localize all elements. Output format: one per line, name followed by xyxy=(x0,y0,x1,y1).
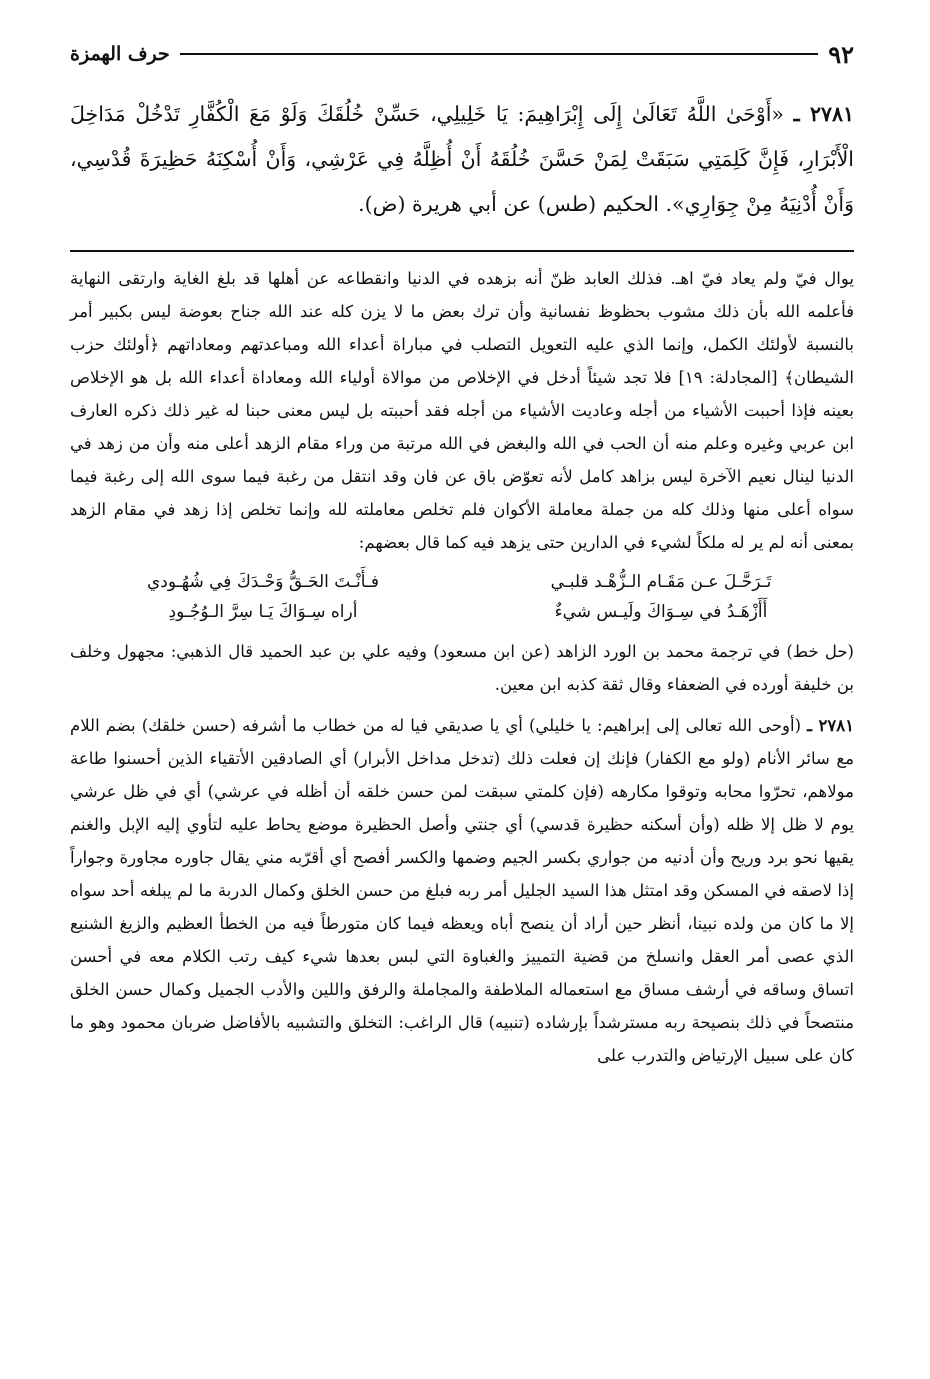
commentary-paragraph-3-text: (أوحى الله تعالى إلى إبراهيم: يا خليلي) أي يا صديقي فيا له من خطاب ما أشرفه (حسن خلقك) بضم اللام مع سائر الأنام (ولو مع الكفار) فإنك إن فعلت ذلك (تدخل مداخل الأبرار) أي الصادقين الأتقياء الذين أحسنوا طاعة مولاهم، تحرّوا محابه وتوقوا مكارهه (فإن كلمتي سبقت لمن حسن خلقه أن أظله في عرشي) أي في ظل عرشي يوم لا ظل إلا ظله (وأن أسكنه حظيرة قدسي) أي جنتي وأصل الحظيرة موضع يحاط عليه لتأوي إليه الإبل والغنم يقيها نحو برد وريح وأن أدنيه من جواري بكسر الجيم وضمها والكسر أفصح أي أقرّبه مني يقال جاوره مجاورة وجواراً إذا لاصقه في المسكن وقد امتثل هذا السيد الجليل أمر ربه فبلغ من حسن الخلق وكمال الدربة ما لم يبلغه أحد سواه إلا ما كان من ولده نبينا، أنظر حين أراد أن ينصح أباه ويعظه فيما كان متورطاً فيه من الخطأ العظيم والزيغ الشنيع الذي عصى أمر العقل وانسلخ من قضية التمييز والغباوة التي لبس بعدها شيء كيف رتب الكلام معه في أحسن اتساق وساقه في أرشف مساق مع استعماله الملاطفة والمجاملة والرفق واللين والأدب الجميل وكمال حسن الخلق منتصحاً في ذلك بنصيحة ربه مسترشداً بإرشاده (تنبيه) قال الراغب: التخلق والتشبيه بالأفاضل ضربان محمود وهو ما كان على سبيل الإرتياض والتدرب على xyxy=(70,716,854,1065)
poem-line2-left: أراه سِـوَاكَ يَـا سِرَّ الـوُجُـودِ xyxy=(168,602,358,622)
commentary-block xyxy=(70,262,854,1072)
poem-line1-left: فـأَنْـتَ الحَـقُّ وَحْـدَكَ فِي شُهُـودي xyxy=(147,572,379,592)
poem-verses xyxy=(84,567,840,627)
poem-line2-right: أَأَزْهَـدُ في سِـوَاكَ ولَيـس شيءٌ xyxy=(554,602,768,622)
section-divider xyxy=(70,250,854,252)
hadith-source: الحكيم (طس) عن أبي هريرة (ض). xyxy=(358,192,659,216)
commentary-paragraph-1: يوال فيّ ولم يعاد فيّ اهـ. فذلك العابد ظنّ أنه بزهده في الدنيا وانقطاعه عن أهلها قد بلغ الغاية وارتقى النهاية فأعلمه الله بأن ذلك مشوب بحظوظ نفسانية وأن ترك بعض ما لا يزن كله عند الله جناح بعوضة ليس بكبير أمر بالنسبة لأولئك الكمل، وإنما الذي عليه التعويل التصلب في مباراة أعداء الله ومباعدتهم ومعاداتهم ﴿أولئك حزب الشيطان﴾ [المجادلة: ١٩] فلا تجد شيئاً أدخل في الإخلاص من موالاة أولياء الله ومعاداة أعداء الله بل هو الإخلاص بعينه فإذا أحببت الأشياء من أجله وعاديت الأشياء من أجله فقد أحببته بل ليس معنى حبنا له غير ذلك ذكره العارف ابن عربي وغيره وعلم منه أن الحب في الله والبغض في الله مرتبة من وراء مقام الزهد أعلى منه وأن من زهد في الدنيا لينال نعيم الآخرة ليس بزاهد كامل لأنه تعوّض باق عن فان وقد انتقل من رغبة فيما سوى الله إلى رغبة فيما سواه أعلى منها وذلك كله من جملة معاملة الأكوان فلم تخلص معاملته لله وإنما تخلص إذا زهد في مقام الزهد بمعنى أنه لم ير له ملكاً لشيء في الدارين حتى يزهد فيه كما قال بعضهم: xyxy=(70,269,854,552)
commentary-paragraph-2: (حل خط) في ترجمة محمد بن الورد الزاهد (عن ابن مسعود) وفيه علي بن عبد الحميد قال الذهبي: مجهول وخلف بن خليفة أورده في الضعفاء وقال ثقة كذبه ابن معين. xyxy=(70,642,854,694)
commentary-hadith-number: ٢٧٨١ ـ xyxy=(807,716,854,735)
page-number: ٩٢ xyxy=(828,39,854,69)
running-header xyxy=(70,38,854,70)
hadith-number: ٢٧٨١ ـ xyxy=(793,102,854,126)
header-rule xyxy=(180,53,818,55)
chapter-title: حرف الهمزة xyxy=(70,43,170,65)
paragraph-gap xyxy=(70,701,854,709)
hadith-text: «أَوْحَىٰ اللَّهُ تَعَالَىٰ إِلَى إِبْرَاهِيمَ: يَا خَلِيلِي، حَسِّنْ خُلُقَكَ وَلَوْ مَعَ الْكُفَّارِ تَدْخُلْ مَدَاخِلَ الْأَبْرَارِ، فَإِنَّ كَلِمَتِي سَبَقَتْ لِمَنْ حَسَّنَ خُلُقَهُ أَنْ أُظِلَّهُ فِي عَرْشِي، وَأَنْ أُسْكِنَهُ حَظِيرَةَ قُدْسِي، وَأَنْ أُدْنِيَهُ مِنْ جِوَارِي». xyxy=(70,102,854,216)
commentary-paragraph-3 xyxy=(70,709,854,1072)
poem-line1-right: تَـرَحَّـلَ عـن مَقَـام الـزُّهْـد قلبـي xyxy=(550,572,772,592)
hadith-text-block xyxy=(70,92,854,227)
